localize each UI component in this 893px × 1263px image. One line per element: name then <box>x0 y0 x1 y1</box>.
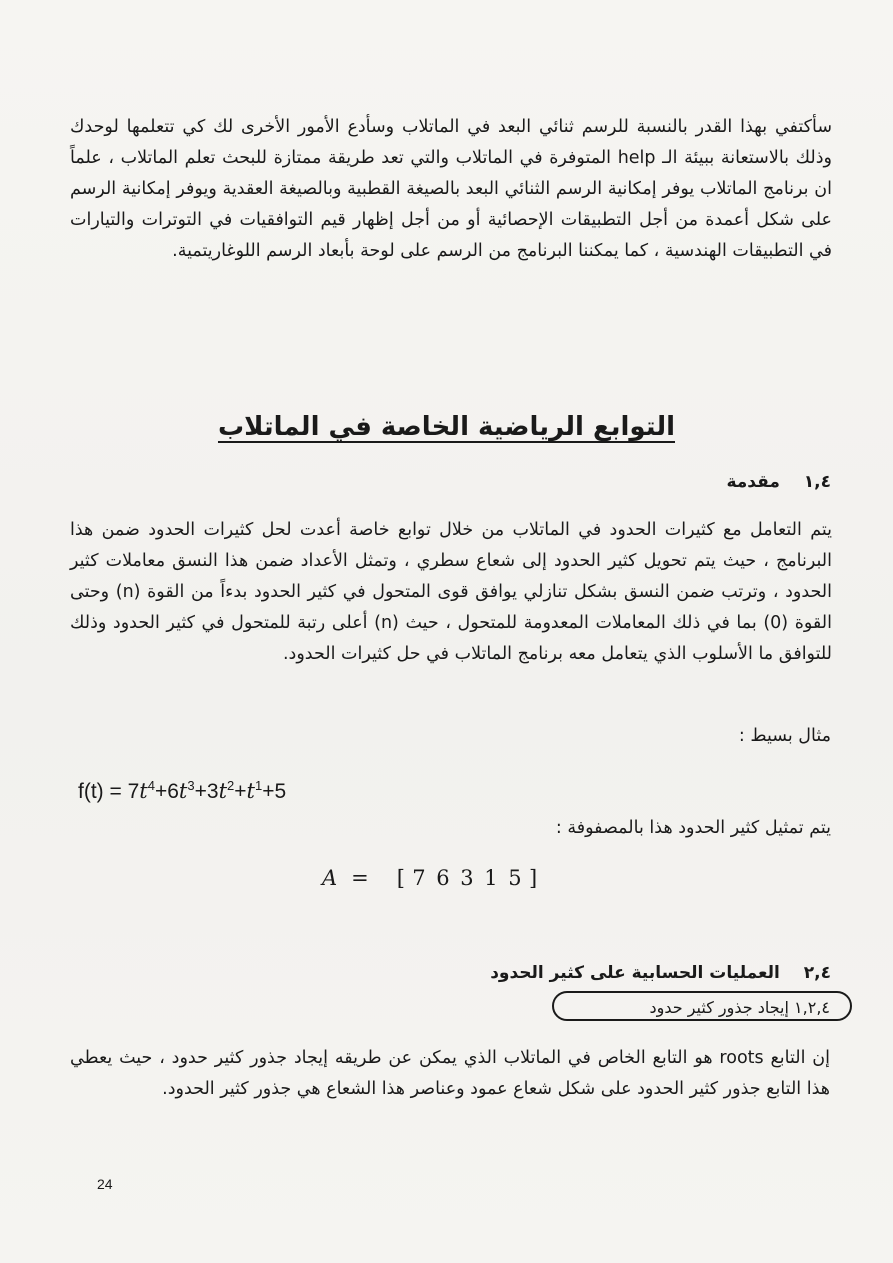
matrix-values <box>407 866 527 890</box>
term-exponent: 3 <box>187 778 195 793</box>
term-variable: t <box>218 779 228 803</box>
matrix-intro-text: يتم تمثيل كثير الحدود هذا بالمصفوفة : <box>555 818 831 838</box>
term-exponent: 1 <box>254 778 263 793</box>
term-coefficient: 7 <box>127 780 140 803</box>
formula-term <box>247 780 275 803</box>
matrix-equals: = <box>351 866 369 890</box>
term-operator: + <box>154 780 168 803</box>
section-number: ٢,٤ <box>803 963 831 983</box>
section-intro-heading <box>726 472 831 492</box>
matrix-name: A <box>322 866 338 890</box>
section-title: العمليات الحسابية على كثير الحدود <box>490 963 780 983</box>
page-title: التوابع الرياضية الخاصة في الماتلاب <box>217 412 675 442</box>
matrix-value: 6 <box>436 866 450 890</box>
page-number: 24 <box>97 1176 113 1192</box>
matrix-open-bracket: [ <box>396 866 405 890</box>
roots-paragraph: إن التابع roots هو التابع الخاص في الماتلاب الذي يمكن عن طريقه إيجاد جذور كثير حدود ، حيث يعطي هذا التابع جذور كثير الحدود على شكل شعاع عمود وعناصر هذا الشعاع هي جذور كثير الحدود. <box>70 1048 830 1099</box>
subsection-roots-heading: ١,٢,٤ إيجاد جذور كثير حدود <box>552 991 852 1021</box>
formula-constant: 5 <box>274 780 287 803</box>
section-title: مقدمة <box>726 472 780 492</box>
term-operator: + <box>194 780 207 803</box>
matrix-value: 5 <box>508 866 522 890</box>
simple-example-label: مثال بسيط : <box>738 726 831 746</box>
formula-term <box>207 780 247 803</box>
term-coefficient: 6 <box>167 780 179 803</box>
section-number: ١,٤ <box>803 472 831 492</box>
formula-terms <box>128 780 275 803</box>
intro-paragraph: سأكتفي بهذا القدر بالنسبة للرسم ثنائي البعد في الماتلاب وسأدع الأمور الأخرى لك كي تتعلمها لوحدك وذلك بالاستعانة ببيئة الـ help المتوفرة في الماتلاب والتي تعد طريقة ممتازة للبحث تعلم الماتلاب ، علماً ان برنامج الماتلاب يوفر إمكانية الرسم الثنائي البعد بالصيغة القطبية وبالصيغة العقدية ويوفر إمكانية الرسم على شكل أعمدة من أجل التطبيقات الإحصائية أو من أجل إظهار قيم التوافقيات في التوترات والتيارات في التطبيقات الهندسية ، كما يمكننا البرنامج من الرسم على لوحة بأبعاد الرسم اللوغاريتمية. <box>70 117 832 261</box>
coefficient-matrix <box>322 866 539 890</box>
matrix-value: 3 <box>460 866 474 890</box>
term-variable: t <box>246 779 255 803</box>
term-variable: t <box>178 779 188 803</box>
matrix-value: 7 <box>412 866 426 890</box>
matrix-close-bracket: ] <box>528 866 538 890</box>
term-exponent: 2 <box>227 778 235 793</box>
polynomials-paragraph: يتم التعامل مع كثيرات الحدود في الماتلاب من خلال توابع خاصة أعدت لحل كثيرات الحدود ضمن هذا البرنامج ، حيث يتم تحويل كثير الحدود إلى شعاع سطري ، وتمثل الأعداد ضمن هذا النسق معاملات كثير الحدود ، وترتب ضمن النسق بشكل تنازلي يوافق قوى المتحول في كثير الحدود بدءاً من القوة (n) وحتى القوة (0) بما في ذلك المعاملات المعدومة للمتحول ، حيث (n) أعلى رتبة للمتحول في كثير الحدود وذلك للتوافق ما الأسلوب الذي يتعامل معه برنامج الماتلاب في حل كثيرات الحدود. <box>70 520 832 664</box>
matrix-value: 1 <box>484 866 498 890</box>
formula-term <box>167 780 207 803</box>
section-ops-heading <box>490 963 831 983</box>
formula-term <box>128 780 168 803</box>
formula-lhs: f(t) = <box>78 780 128 803</box>
term-operator: + <box>234 780 247 803</box>
term-operator: + <box>262 780 275 803</box>
term-exponent: 4 <box>147 778 155 793</box>
polynomial-formula <box>78 778 286 804</box>
term-variable: t <box>139 779 148 803</box>
term-coefficient: 3 <box>206 780 219 803</box>
